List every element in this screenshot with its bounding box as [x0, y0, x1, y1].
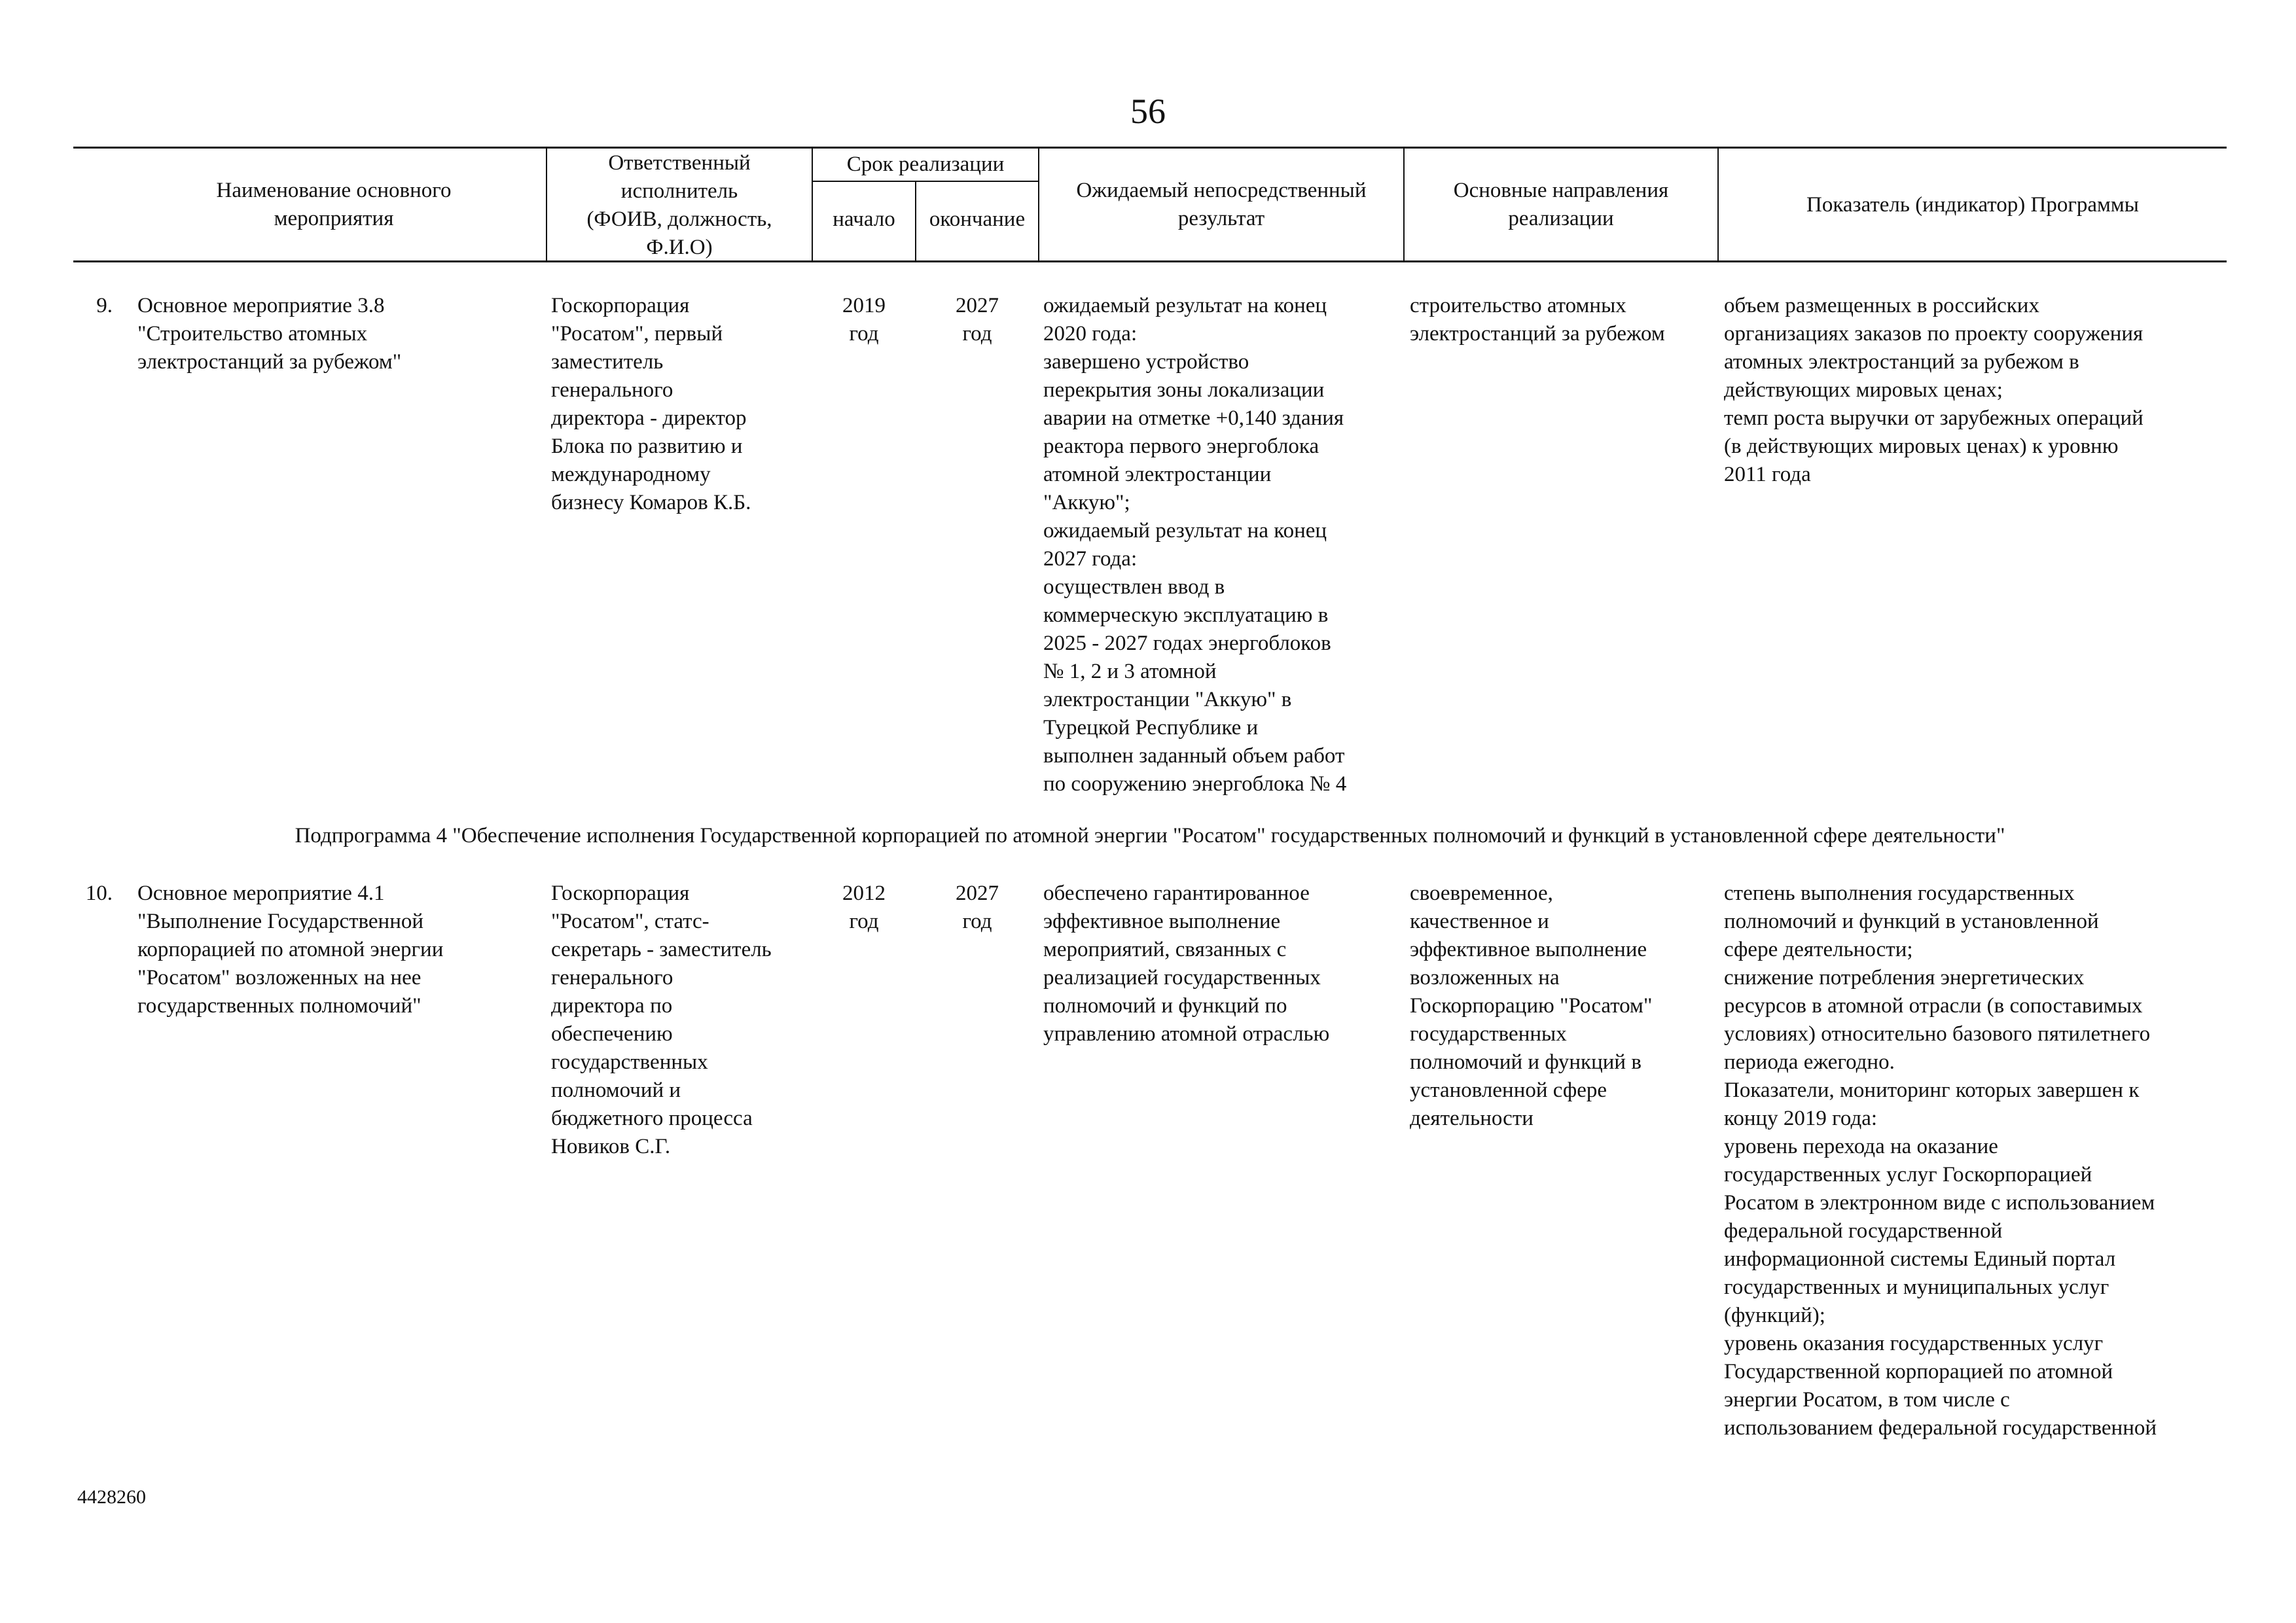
row-end: 2027 год [956, 294, 999, 346]
header-directions: Основные направления реализации [1453, 179, 1669, 230]
header-period: Срок реализации [846, 152, 1005, 176]
row-result: обеспечено гарантированное эффективное выполнение мероприятий, связанных с реализацией государственных полномочий и функций по управлению атомной отраслью [1043, 882, 1330, 1046]
header-responsible: Ответственный исполнитель (ФОИВ, должность, Ф.И.О) [586, 151, 772, 259]
document-id: 4428260 [77, 1486, 146, 1508]
row-start: 2019 год [842, 294, 886, 346]
header-bottom-rule [73, 260, 2227, 262]
table-top-rule [73, 147, 2227, 149]
row-indicator: степень выполнения государственных полномочий и функций в установленной сфере деятельности; снижение потребления энергетических ресурсов в атомной отрасли (в сопоставимых условиях) относительно базового пятилетнего периода ежегодно. Показатели, мониторинг которых завершен к концу 2019 года: уровень перехода на оказание государственных услуг Госкорпорацией Росатом в электронном виде с использованием федеральной государственной информационной системы Единый портал государственных и муниципальных услуг (функций); уровень оказания государственных услуг Государственной корпорацией по атомной энергии Росатом, в том числе с использованием федеральной государственной [1724, 882, 2157, 1440]
row-result: ожидаемый результат на конец 2020 года: завершено устройство перекрытия зоны локализации аварии на отметке +0,140 здания реактора первого энергоблока атомной электростанции "Аккую"; ожидаемый результат на конец 2027 года: осуществлен ввод в коммерческую эксплуатацию в 2025 - 2027 годах энергоблоков № 1, 2 и 3 атомной электростанции "Аккую" в Турецкой Республике и выполнен заданный объем работ по сооружению энергоблока № 4 [1043, 294, 1347, 796]
header-indicator: Показатель (индикатор) Программы [1806, 193, 2139, 217]
row-number: 10. [85, 882, 113, 905]
subprogram-heading: Подпрограмма 4 "Обеспечение исполнения Государственной корпорацией по атомной энергии "Росатом" государственных полномочий и функций в установленной сфере деятельности" [295, 824, 2005, 847]
row-end: 2027 год [956, 882, 999, 933]
row-directions: своевременное, качественное и эффективное выполнение возложенных на Госкорпорацию "Росатом" государственных полномочий и функций в установленной сфере деятельности [1410, 882, 1653, 1130]
header-start: начало [833, 207, 895, 231]
header-end: окончание [929, 207, 1026, 231]
header-name: Наименование основного мероприятия [216, 179, 452, 230]
row-name: Основное мероприятие 4.1 "Выполнение Государственной корпорацией по атомной энергии "Росатом" возложенных на нее государственных полномочий" [137, 882, 444, 1018]
header-result: Ожидаемый непосредственный результат [1076, 179, 1367, 230]
page-number: 56 [1130, 92, 1166, 131]
row-number: 9. [96, 294, 113, 317]
row-responsible: Госкорпорация "Росатом", первый заместитель генерального директора - директор Блока по развитию и международному бизнесу Комаров К.Б. [551, 294, 751, 514]
row-responsible: Госкорпорация "Росатом", статс- секретарь - заместитель генерального директора по обеспечению государственных полномочий и бюджетного процесса Новиков С.Г. [551, 882, 772, 1158]
row-start: 2012 год [842, 882, 886, 933]
row-name: Основное мероприятие 3.8 "Строительство атомных электростанций за рубежом" [137, 294, 402, 374]
row-indicator: объем размещенных в российских организациях заказов по проекту сооружения атомных электростанций за рубежом в действующих мировых ценах; темп роста выручки от зарубежных операций (в действующих мировых ценах) к уровню 2011 года [1724, 294, 2144, 486]
row-directions: строительство атомных электростанций за рубежом [1410, 294, 1665, 346]
period-divider-rule [812, 181, 1038, 182]
